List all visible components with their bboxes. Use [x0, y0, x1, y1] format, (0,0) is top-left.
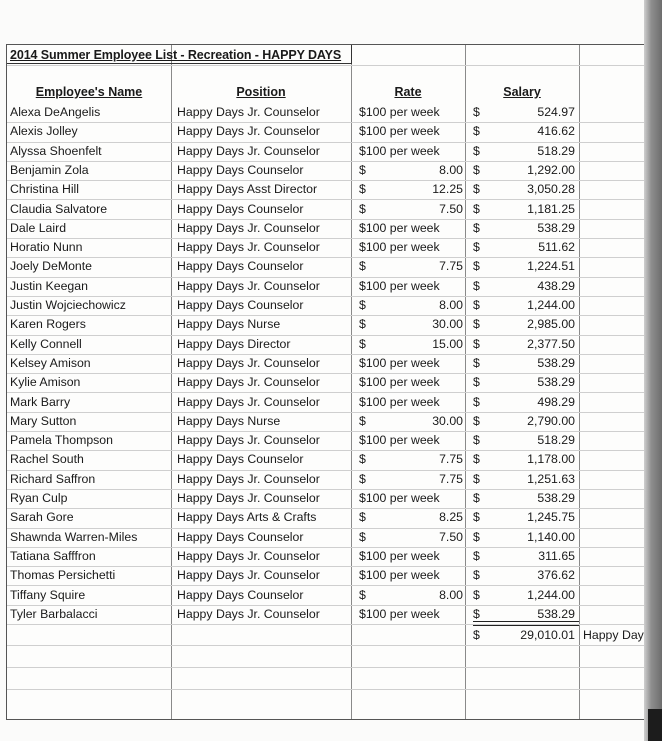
salary-currency: $: [473, 510, 480, 525]
employee-rate: $100 per week: [359, 124, 440, 139]
total-row: [7, 625, 662, 645]
employee-rate-amount: 7.75: [439, 471, 463, 486]
table-row: [7, 180, 647, 200]
total-currency: $: [473, 628, 480, 642]
employee-salary: 1,140.00: [527, 529, 575, 544]
table-row: [7, 277, 647, 297]
employee-salary: 498.29: [537, 394, 575, 409]
employee-position: Happy Days Jr. Counselor: [177, 143, 320, 158]
employee-rate-amount: 8.25: [439, 510, 463, 525]
employee-rate: $100 per week: [359, 606, 440, 621]
table-row: [7, 470, 647, 490]
salary-currency: $: [473, 491, 480, 505]
table-row: [7, 566, 647, 586]
rate-currency: $: [359, 471, 366, 486]
employee-name: Justin Keegan: [10, 278, 88, 293]
header-name: Employee's Name: [35, 85, 143, 99]
table-row: [7, 257, 647, 277]
table-row: [7, 122, 647, 142]
employee-position: Happy Days Counselor: [177, 162, 304, 177]
table-row: [7, 142, 647, 162]
employee-rate: $100 per week: [359, 568, 440, 583]
employee-salary: 2,377.50: [527, 336, 575, 351]
employee-rate: $100 per week: [359, 433, 440, 448]
employee-salary: 311.65: [538, 548, 575, 563]
employee-salary: 1,181.25: [527, 201, 575, 216]
employee-salary: 376.62: [537, 568, 575, 583]
employee-name: Kelsey Amison: [10, 355, 91, 370]
employee-rate: $100 per week: [359, 143, 440, 158]
employee-rate: $100 per week: [359, 220, 440, 235]
rate-currency: $: [359, 452, 366, 467]
rate-currency: $: [359, 587, 366, 602]
salary-currency: $: [473, 143, 480, 158]
employee-position: Happy Days Asst Director: [177, 182, 318, 197]
salary-currency: $: [473, 317, 480, 332]
employee-position: Happy Days Director: [177, 336, 291, 351]
employee-salary: 1,292.00: [527, 162, 575, 177]
employee-rate-amount: 8.00: [439, 298, 463, 312]
rate-currency: $: [359, 298, 366, 312]
employee-rate: $100 per week: [359, 278, 440, 293]
employee-rate-amount: 8.00: [439, 162, 463, 177]
salary-currency: $: [473, 394, 480, 409]
rate-currency: $: [359, 162, 366, 177]
salary-currency: $: [473, 201, 480, 216]
employee-salary: 1,244.00: [527, 298, 575, 312]
employee-rate-amount: 30.00: [432, 317, 463, 332]
rate-currency: $: [359, 529, 366, 544]
employee-name: Joely DeMonte: [10, 259, 93, 274]
employee-name: Horatio Nunn: [10, 240, 83, 255]
table-row: [7, 547, 647, 567]
employee-position: Happy Days Jr. Counselor: [177, 433, 320, 448]
employee-salary: 518.29: [537, 433, 575, 448]
salary-currency: $: [473, 568, 480, 583]
employee-position: Happy Days Jr. Counselor: [177, 105, 320, 119]
employee-position: Happy Days Counselor: [177, 529, 304, 544]
employee-salary: 538.29: [537, 220, 575, 235]
employee-name: Claudia Salvatore: [10, 201, 108, 216]
salary-currency: $: [473, 278, 480, 293]
employee-name: Rachel South: [10, 452, 84, 467]
employee-rate-amount: 8.00: [439, 587, 463, 602]
employee-name: Thomas Persichetti: [10, 568, 116, 583]
table-row: [7, 508, 647, 528]
employee-name: Richard Saffron: [10, 471, 96, 486]
employee-name: Karen Rogers: [10, 317, 86, 332]
header-position: Position: [236, 85, 286, 99]
employee-rate-amount: 15.00: [432, 336, 463, 351]
employee-salary: 538.29: [537, 491, 575, 505]
employee-position: Happy Days Counselor: [177, 259, 304, 274]
employee-position: Happy Days Jr. Counselor: [177, 471, 320, 486]
salary-currency: $: [473, 259, 480, 274]
employee-name: Alexis Jolley: [10, 124, 78, 139]
rate-currency: $: [359, 336, 366, 351]
employee-rate-amount: 7.50: [439, 201, 463, 216]
employee-rate-amount: 12.25: [432, 182, 463, 197]
employee-name: Tyler Barbalacci: [10, 606, 98, 621]
employee-salary: 538.29: [537, 375, 575, 390]
table-row: [7, 528, 647, 548]
employee-position: Happy Days Jr. Counselor: [177, 375, 320, 390]
salary-currency: $: [473, 355, 480, 370]
table-row: [7, 393, 647, 413]
employee-salary: 538.29: [537, 355, 575, 370]
salary-currency: $: [473, 548, 480, 563]
salary-currency: $: [473, 413, 480, 428]
employee-name: Mary Sutton: [10, 413, 77, 428]
employee-name: Tatiana Safffron: [10, 548, 96, 563]
salary-currency: $: [473, 433, 480, 448]
employee-position: Happy Days Counselor: [177, 201, 304, 216]
employee-salary: 1,178.00: [527, 452, 575, 467]
spreadsheet: [6, 44, 662, 720]
employee-position: Happy Days Jr. Counselor: [177, 278, 320, 293]
employee-rate-amount: 7.75: [439, 259, 463, 274]
employee-rate: $100 per week: [359, 355, 440, 370]
employee-rate: $100 per week: [359, 491, 440, 505]
employee-position: Happy Days Jr. Counselor: [177, 355, 320, 370]
table-row: [7, 586, 647, 606]
employee-salary: 518.29: [537, 143, 575, 158]
table-row: [7, 238, 647, 258]
rate-currency: $: [359, 201, 366, 216]
salary-currency: $: [473, 375, 480, 390]
employee-position: Happy Days Jr. Counselor: [177, 491, 320, 505]
employee-position: Happy Days Counselor: [177, 587, 304, 602]
employee-name: Tiffany Squire: [10, 587, 86, 602]
table-row: [7, 315, 647, 335]
rate-currency: $: [359, 317, 366, 332]
employee-rate: $100 per week: [359, 105, 440, 119]
sheet-title: 2014 Summer Employee List - Recreation - HAPPY DAYS: [10, 48, 342, 62]
employee-rate-amount: 30.00: [432, 413, 463, 428]
table-row: [7, 450, 647, 470]
header-salary: Salary: [503, 85, 541, 99]
employee-salary: 1,251.63: [527, 471, 575, 486]
employee-salary: 3,050.28: [527, 182, 575, 197]
employee-name: Shawnda Warren-Miles: [10, 529, 138, 544]
employee-rate: $100 per week: [359, 394, 440, 409]
employee-position: Happy Days Jr. Counselor: [177, 606, 320, 621]
employee-position: Happy Days Jr. Counselor: [177, 568, 320, 583]
employee-salary: 524.97: [537, 105, 575, 119]
employee-salary: 538.29: [537, 606, 575, 621]
table-row: [7, 431, 647, 451]
employee-name: Mark Barry: [10, 394, 71, 409]
rate-currency: $: [359, 182, 366, 197]
employee-salary: 2,985.00: [527, 317, 575, 332]
employee-rate-amount: 7.75: [439, 452, 463, 467]
employee-position: Happy Days Counselor: [177, 298, 304, 312]
salary-currency: $: [473, 606, 480, 621]
rate-currency: $: [359, 259, 366, 274]
employee-position: Happy Days Jr. Counselor: [177, 240, 320, 255]
employee-name: Alyssa Shoenfelt: [10, 143, 102, 158]
header-rate: Rate: [394, 85, 422, 99]
table-row: [7, 354, 647, 374]
salary-currency: $: [473, 452, 480, 467]
employee-name: Alexa DeAngelis: [10, 105, 101, 119]
employee-salary: 2,790.00: [527, 413, 575, 428]
salary-currency: $: [473, 587, 480, 602]
table-row: [7, 373, 647, 393]
employee-name: Christina Hill: [10, 182, 80, 197]
employee-salary: 511.62: [538, 240, 575, 255]
employee-position: Happy Days Counselor: [177, 452, 304, 467]
salary-currency: $: [473, 182, 480, 197]
employee-position: Happy Days Jr. Counselor: [177, 394, 320, 409]
total-label: Happy Day: [583, 628, 644, 642]
table-row: [7, 489, 647, 509]
employee-name: Ryan Culp: [10, 491, 68, 505]
table-row: [7, 200, 647, 220]
salary-currency: $: [473, 471, 480, 486]
salary-currency: $: [473, 336, 480, 351]
employee-position: Happy Days Arts & Crafts: [177, 510, 317, 525]
employee-rate-amount: 7.50: [439, 529, 463, 544]
salary-currency: $: [473, 529, 480, 544]
rate-currency: $: [359, 510, 366, 525]
employee-position: Happy Days Nurse: [177, 413, 281, 428]
employee-position: Happy Days Nurse: [177, 317, 281, 332]
table-row: [7, 335, 647, 355]
page-edge-shadow: [644, 0, 662, 741]
salary-currency: $: [473, 240, 480, 255]
employee-salary: 1,224.51: [527, 259, 575, 274]
employee-name: Benjamin Zola: [10, 162, 89, 177]
employee-name: Sarah Gore: [10, 510, 74, 525]
employee-position: Happy Days Jr. Counselor: [177, 124, 320, 139]
salary-currency: $: [473, 220, 480, 235]
employee-name: Kelly Connell: [10, 336, 82, 351]
employee-position: Happy Days Jr. Counselor: [177, 548, 320, 563]
employee-name: Dale Laird: [10, 220, 67, 235]
employee-rate: $100 per week: [359, 240, 440, 255]
table-row: [7, 412, 647, 432]
employee-name: Justin Wojciechowicz: [10, 298, 126, 312]
corner-shadow: [648, 709, 662, 741]
total-salary: 29,010.01: [520, 628, 575, 642]
employee-salary: 1,245.75: [527, 510, 575, 525]
table-row: [7, 161, 647, 181]
employee-salary: 1,244.00: [527, 587, 575, 602]
salary-currency: $: [473, 298, 480, 312]
table-row: [7, 296, 647, 316]
employee-position: Happy Days Jr. Counselor: [177, 220, 320, 235]
employee-name: Kylie Amison: [10, 375, 81, 390]
salary-currency: $: [473, 105, 480, 119]
salary-currency: $: [473, 162, 480, 177]
employee-rate: $100 per week: [359, 548, 440, 563]
rate-currency: $: [359, 413, 366, 428]
table-row: [7, 103, 647, 123]
employee-rate: $100 per week: [359, 375, 440, 390]
table-row: [7, 219, 647, 239]
salary-currency: $: [473, 124, 480, 139]
employee-salary: 416.62: [537, 124, 575, 139]
employee-salary: 438.29: [537, 278, 575, 293]
employee-name: Pamela Thompson: [10, 433, 113, 448]
